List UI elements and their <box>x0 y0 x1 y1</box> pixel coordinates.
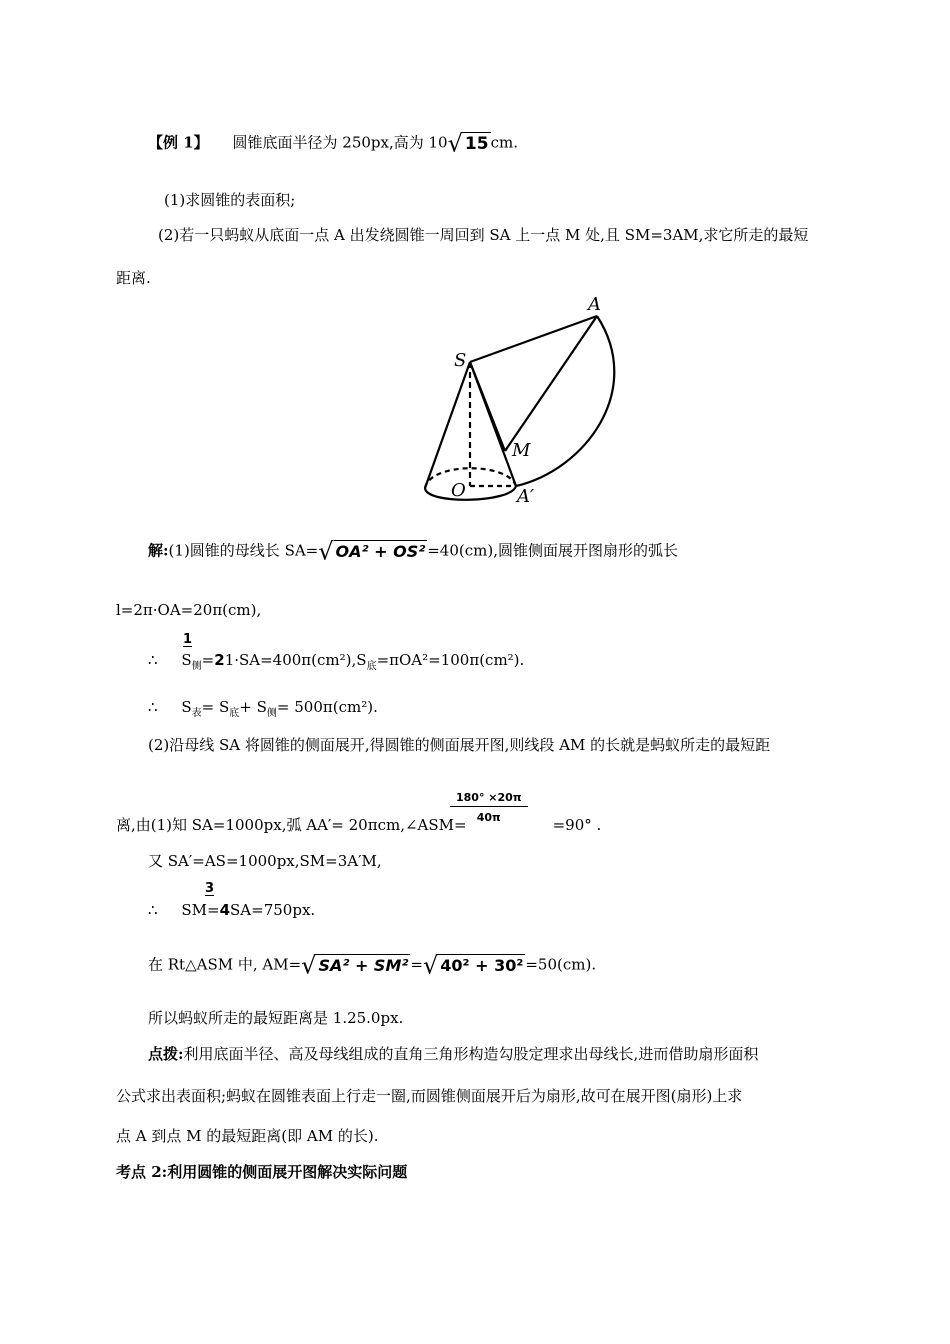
label-a-prime: A′ <box>517 486 535 507</box>
fraction-half-den: 2 <box>214 651 225 669</box>
part2-line-2: 离,由(1)知 SA=1000px,弧 AA′= 20πcm,∠ASM= =90° . <box>116 816 602 834</box>
question-2-line-2: 距离. <box>116 269 151 287</box>
part2-line-1: (2)沿母线 SA 将圆锥的侧面展开,得圆锥的侧面展开图,则线段 AM 的长就是蚂蚁所走的最短距 <box>148 736 771 754</box>
solution-tag: 解: <box>148 541 169 560</box>
fraction-three-quarters: 3 <box>205 881 215 896</box>
sqrt-oa-os: √ OA² + OS² <box>318 537 426 566</box>
label-m: M <box>512 440 531 461</box>
question-1: (1)求圆锥的表面积; <box>164 191 296 209</box>
fraction-half: 1 <box>183 632 193 647</box>
line-sm: ∴ SM=4SA=750px. <box>148 901 316 919</box>
solution-line-4: ∴ $S_表= S_底+ S_侧= 500\pi(cm^2)$. <box>148 698 378 719</box>
label-s: S <box>454 350 467 371</box>
tip-line-2: 公式求出表面积;蚂蚁在圆锥表面上行走一圈,而圆锥侧面展开后为扇形,故可在展开图(扇形)上求 <box>116 1087 743 1105</box>
line-rt: 在 Rt△ASM 中, AM=√ SA² + SM² =√ 40² + 30² =50(cm). <box>148 951 597 980</box>
label-o: O <box>451 480 466 501</box>
fraction-angle: $\frac{180^\circ \times 20\pi}{40\pi}$ <box>450 791 528 824</box>
solution-line-1: 解:(1)圆锥的母线长 SA=√ OA² + OS² =40(cm),圆锥侧面展开图扇形的弧长 <box>148 537 678 566</box>
label-a: A <box>588 294 601 315</box>
example-tag: 【例 1】 <box>148 133 209 152</box>
solution-line-2: l=2π·OA=20π(cm), <box>116 601 262 619</box>
tip-tag: 点拨: <box>148 1045 184 1063</box>
section-heading: 考点 2:利用圆锥的侧面展开图解决实际问题 <box>116 1163 408 1181</box>
sqrt-sa-sm: √ SA² + SM² <box>301 951 409 980</box>
solution-line-3: ∴ $S_侧=21\cdot SA=400\pi(cm^2),S_底=\pi OA^2=100\pi(cm^2)$. <box>148 651 525 672</box>
sqrt-40-30: √ 40² + 30² <box>422 951 524 980</box>
cone-figure <box>0 290 950 520</box>
tip-line-3: 点 A 到点 M 的最短距离(即 AM 的长). <box>116 1127 379 1145</box>
line-you: 又 SA′=AS=1000px,SM=3A′M, <box>148 852 382 870</box>
conclusion: 所以蚂蚁所走的最短距离是 1.25.0px. <box>148 1009 404 1027</box>
tip-line-1: 点拨:利用底面半径、高及母线组成的直角三角形构造勾股定理求出母线长,进而借助扇形面积 <box>148 1045 759 1063</box>
question-2-line-1: (2)若一只蚂蚁从底面一点 A 出发绕圆锥一周回到 SA 上一点 M 处,且 SM=3AM,求它所走的最短 <box>158 226 809 244</box>
example-line: 【例 1】 圆锥底面半径为 250px,高为 10√ 15 cm. <box>148 129 518 158</box>
example-text: 圆锥底面半径为 250px,高为 10 <box>232 133 448 152</box>
sqrt-15: √ 15 <box>447 129 489 158</box>
